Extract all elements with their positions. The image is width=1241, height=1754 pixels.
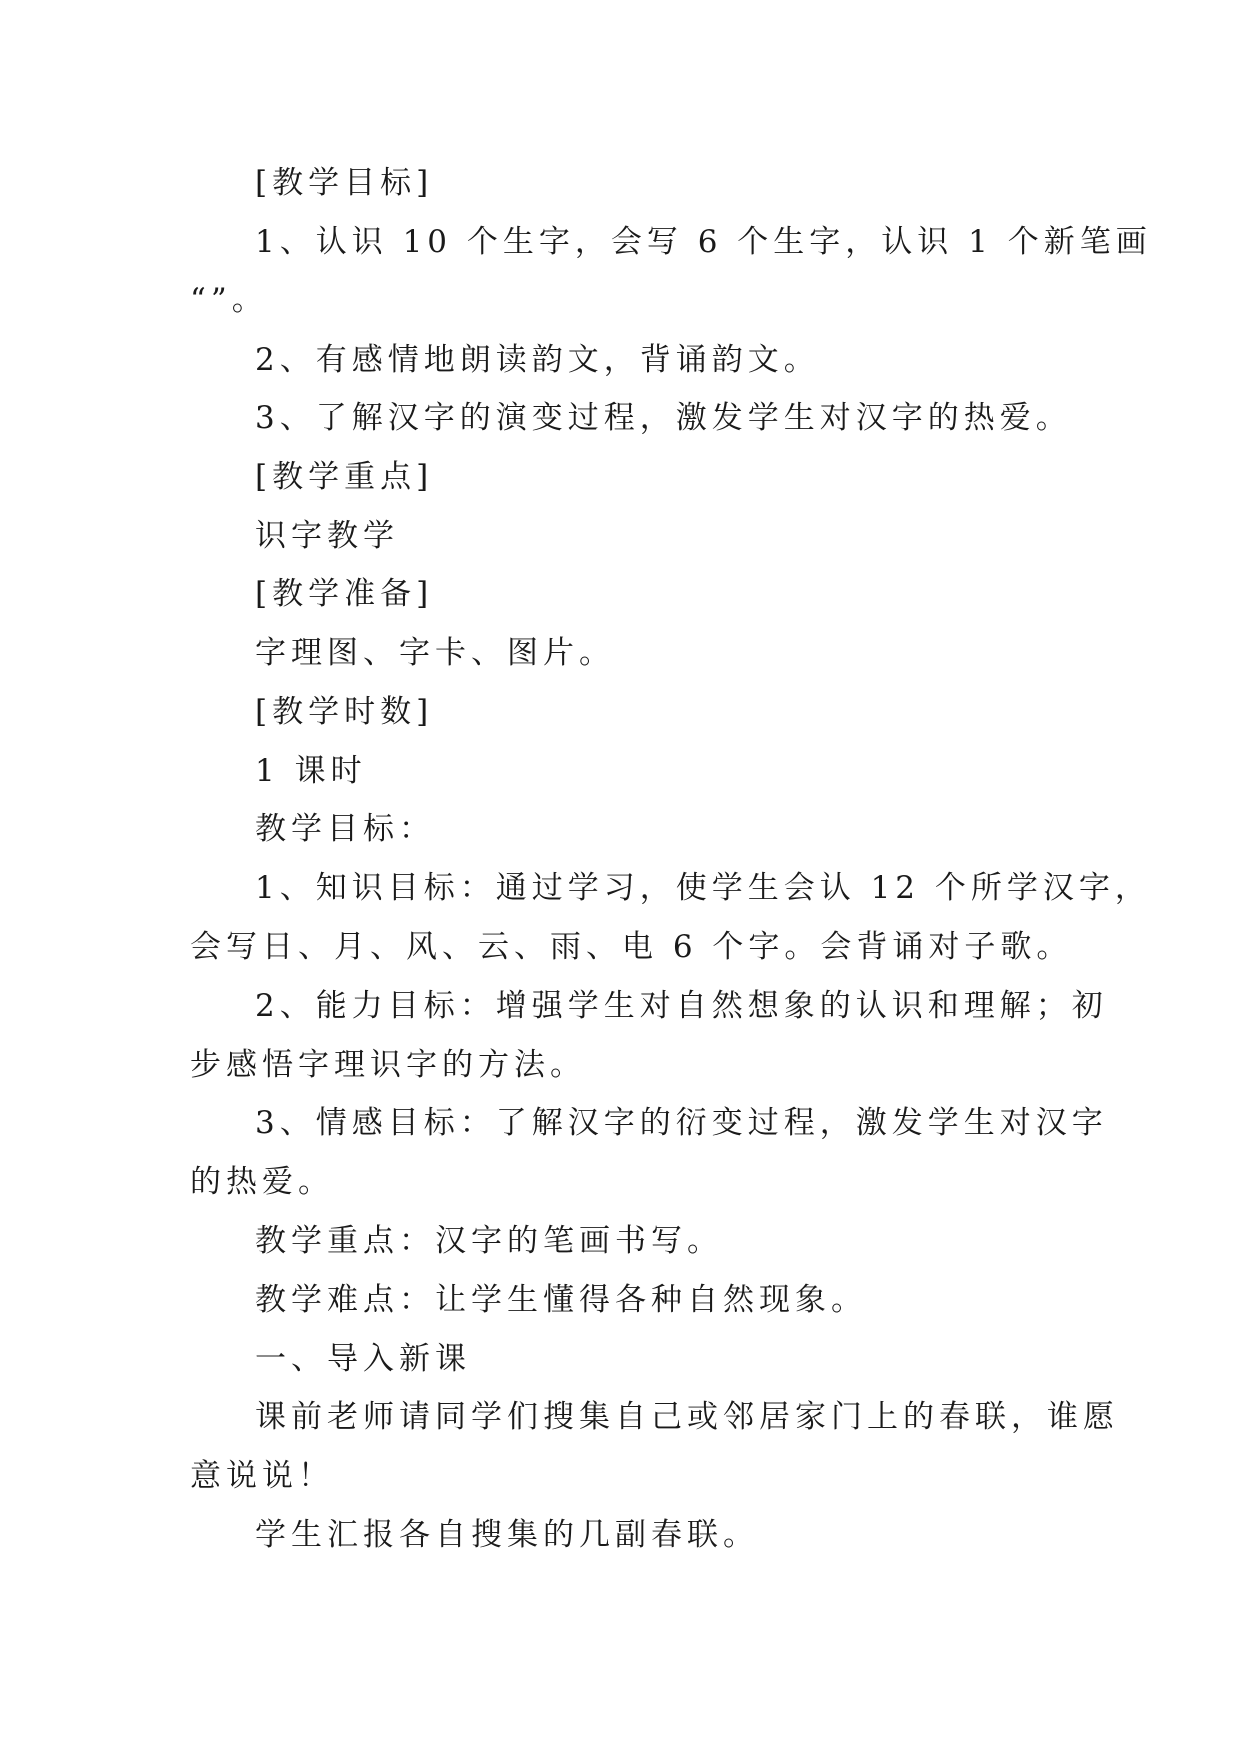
heading-preparation: [教学准备] bbox=[255, 576, 434, 612]
paragraph-line: 1、认识 10 个生字，会写 6 个生字，认识 1 个新笔画 bbox=[255, 224, 1152, 260]
section-heading: 一、导入新课 bbox=[255, 1341, 471, 1377]
paragraph-line: 字理图、字卡、图片。 bbox=[255, 635, 615, 671]
paragraph-line: 课前老师请同学们搜集自己或邻居家门上的春联，谁愿 bbox=[255, 1399, 1119, 1435]
paragraph-line: 步感悟字理识字的方法。 bbox=[190, 1047, 586, 1083]
paragraph-line: “”。 bbox=[190, 282, 268, 318]
paragraph-line: 2、能力目标：增强学生对自然想象的认识和理解；初 bbox=[255, 988, 1108, 1024]
paragraph-line: 的热爱。 bbox=[190, 1164, 334, 1200]
paragraph-line: 2、有感情地朗读韵文，背诵韵文。 bbox=[255, 342, 820, 378]
heading-class-hours: [教学时数] bbox=[255, 694, 434, 730]
paragraph-line: 识字教学 bbox=[255, 518, 399, 554]
paragraph-line: 会写日、月、风、云、雨、电 6 个字。会背诵对子歌。 bbox=[190, 929, 1073, 965]
paragraph-line: 学生汇报各自搜集的几副春联。 bbox=[255, 1517, 759, 1553]
paragraph-line: 教学目标： bbox=[255, 811, 435, 847]
paragraph-line: 3、情感目标：了解汉字的衍变过程，激发学生对汉字 bbox=[255, 1105, 1108, 1141]
paragraph-line: 1 课时 bbox=[255, 753, 367, 789]
heading-key-points: [教学重点] bbox=[255, 459, 434, 495]
heading-teaching-goals: [教学目标] bbox=[255, 165, 434, 201]
paragraph-line: 3、了解汉字的演变过程，激发学生对汉字的热爱。 bbox=[255, 400, 1072, 436]
paragraph-line: 教学重点：汉字的笔画书写。 bbox=[255, 1223, 723, 1259]
paragraph-line: 意说说！ bbox=[190, 1458, 334, 1494]
paragraph-line: 1、知识目标：通过学习，使学生会认 12 个所学汉字， bbox=[255, 870, 1151, 906]
paragraph-line: 教学难点：让学生懂得各种自然现象。 bbox=[255, 1282, 867, 1318]
